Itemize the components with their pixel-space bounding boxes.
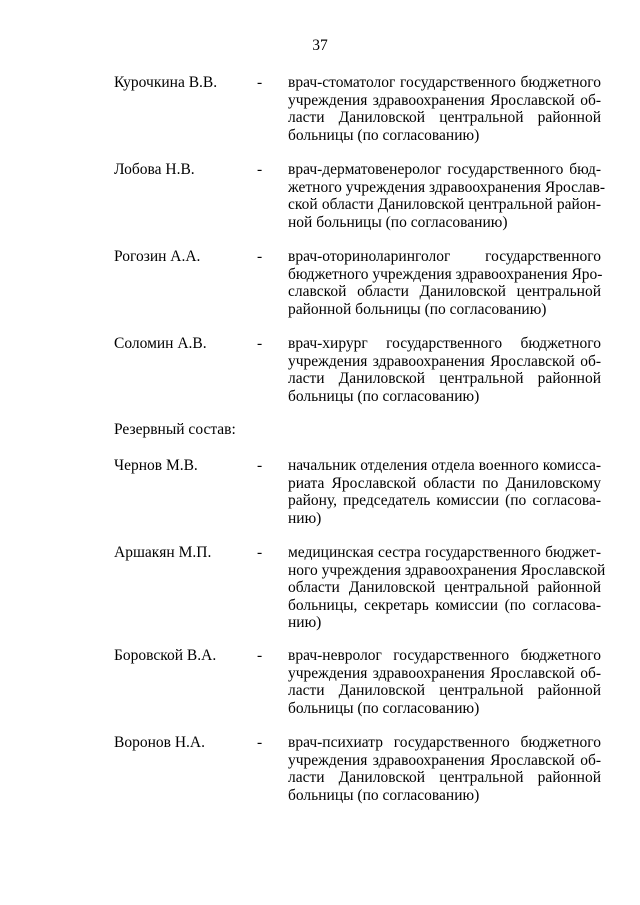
member-name: Воронов Н.А. [114, 734, 205, 751]
position-line: больницы (по согласованию) [288, 126, 480, 144]
position-line: риата Ярославской области по Даниловскому [288, 474, 601, 492]
position-line: бюджетного учреждения здравоохранения Яро- [288, 265, 603, 283]
member-position [288, 457, 601, 527]
position-line: врач-оториноларинголог государственного [288, 248, 601, 265]
member-name: Курочкина В.В. [114, 74, 218, 91]
position-line: ного учреждения здравоохранения Ярославской [288, 561, 606, 579]
separator-dash: - [257, 74, 263, 91]
position-line: ласти Даниловской центральной районной [288, 682, 601, 699]
separator-dash: - [257, 647, 263, 664]
member-position [288, 248, 601, 318]
member-position [288, 74, 601, 144]
position-line: району, председатель комиссии (по согласова- [288, 492, 601, 509]
position-line: больницы, секретарь комиссии (по согласова- [288, 596, 601, 614]
separator-dash: - [257, 161, 263, 178]
position-line: славской области Даниловской центральной [288, 283, 601, 300]
separator-dash: - [257, 734, 263, 751]
position-line: нию) [288, 509, 322, 527]
position-line: больницы (по согласованию) [288, 786, 480, 804]
position-line: ласти Даниловской центральной районной [288, 769, 601, 786]
page-number: 37 [312, 37, 328, 54]
reserve-section-label: Резервный состав: [114, 421, 236, 438]
position-line: начальник отделения отдела военного комисса- [288, 457, 601, 474]
position-line: ной больницы (по согласованию) [288, 213, 508, 231]
member-name: Соломин А.В. [114, 335, 207, 352]
position-line: области Даниловской центральной районной [288, 579, 601, 596]
member-name: Рогозин А.А. [114, 248, 201, 265]
position-line: врач-стоматолог государственного бюджетного [288, 74, 601, 91]
position-line: нию) [288, 614, 322, 631]
member-position [288, 544, 606, 632]
position-line: медицинская сестра государственного бюджет- [288, 544, 601, 561]
separator-dash: - [257, 248, 263, 265]
member-position [288, 335, 601, 405]
member-name: Боровской В.А. [114, 647, 217, 664]
position-line: учреждения здравоохранения Ярославской об- [288, 91, 601, 109]
position-line: врач-невролог государственного бюджетного [288, 647, 601, 664]
position-line: больницы (по согласованию) [288, 699, 480, 717]
position-line: врач-дерматовенеролог государственного бюд- [288, 161, 601, 178]
member-position [288, 647, 601, 717]
member-position [288, 734, 601, 804]
member-position [288, 161, 606, 231]
separator-dash: - [257, 335, 263, 352]
position-line: учреждения здравоохранения Ярославской об- [288, 664, 601, 682]
member-name: Чернов М.В. [114, 457, 198, 474]
member-name: Лобова Н.В. [114, 161, 195, 178]
position-line: врач-психиатр государственного бюджетного [288, 734, 601, 751]
separator-dash: - [257, 544, 263, 561]
position-line: больницы (по согласованию) [288, 387, 480, 405]
position-line: врач-хирург государственного бюджетного [288, 335, 601, 352]
member-name: Аршакян М.П. [114, 544, 212, 561]
position-line: жетного учреждения здравоохранения Ярослав- [288, 178, 606, 196]
separator-dash: - [257, 457, 263, 474]
position-line: районной больницы (по согласованию) [288, 300, 547, 318]
position-line: учреждения здравоохранения Ярославской об- [288, 751, 601, 769]
position-line: ласти Даниловской центральной районной [288, 109, 601, 126]
position-line: ласти Даниловской центральной районной [288, 370, 601, 387]
position-line: учреждения здравоохранения Ярославской об- [288, 352, 601, 370]
position-line: ской области Даниловской центральной район- [288, 196, 601, 213]
